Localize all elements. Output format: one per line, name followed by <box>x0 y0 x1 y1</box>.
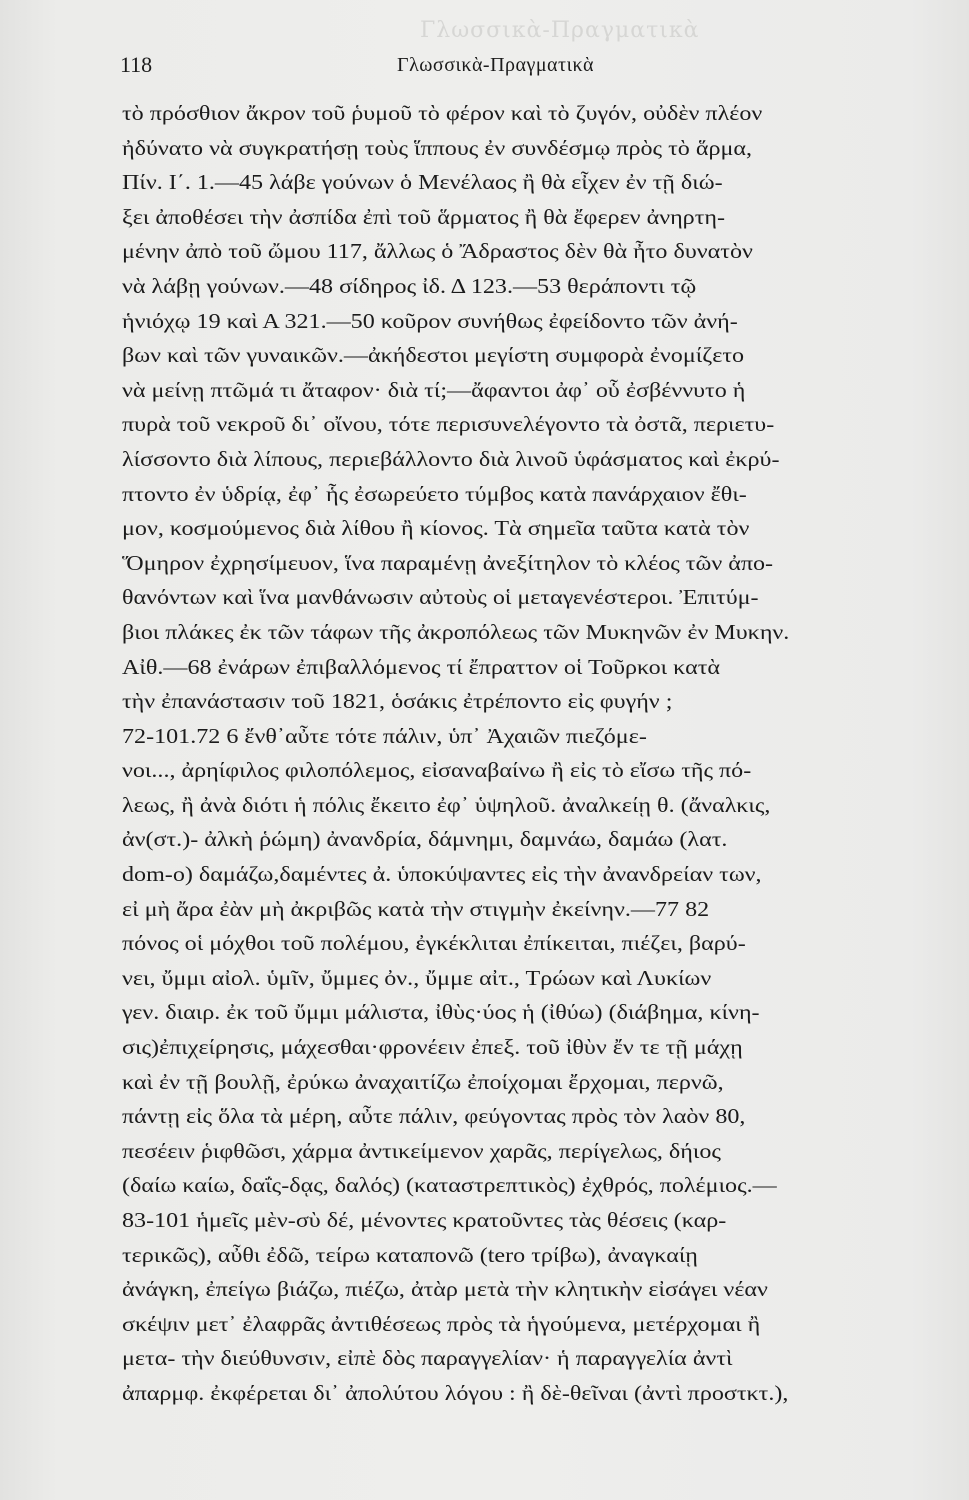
text-line <box>122 200 950 235</box>
text-line <box>122 857 950 892</box>
text-line <box>122 719 950 754</box>
text-line-content: ἀπαρμφ. ἐκφέρεται δι᾽ ἀπολύτου λόγου : ἢ δὲ-θεῖναι (ἀντὶ προστκτ.), <box>122 1380 789 1405</box>
text-line-content: τὴν ἐπανάστασιν τοῦ 1821, ὁσάκις ἐτρέποντο εἰς φυγήν ; <box>122 689 673 714</box>
text-line <box>122 1065 950 1100</box>
text-line-content: σις)ἐπιχείρησις, μάχεσθαι·φρονέειν ἐπεξ. τοῦ ἰθὺν ἔν τε τῇ μάχῃ <box>122 1035 743 1060</box>
text-line-content: λίσσοντο διὰ λίπους, περιεβάλλοντο διὰ λινοῦ ὑφάσματος καὶ ἐκρύ- <box>122 446 780 471</box>
text-line <box>122 650 950 685</box>
text-line-content: (δαίω καίω, δαΐς-δᾳς, δαλός) (καταστρεπτικὸς) ἐχθρός, πολέμιος.— <box>122 1173 777 1198</box>
text-line <box>122 1238 950 1273</box>
text-line <box>122 684 950 719</box>
text-line-content: τερικῶς), αὖθι ἐδῶ, τείρω καταπονῶ (tero τρίβω), ἀναγκαίῃ <box>122 1242 698 1267</box>
text-line <box>122 1376 950 1411</box>
text-line-content: Ὅμηρον ἐχρησίμευον, ἵνα παραμένῃ ἀνεξίτηλον τὸ κλέος τῶν ἀπο- <box>122 550 774 575</box>
text-line-content: μένην ἀπὸ τοῦ ὤμου 117, ἄλλως ὁ Ἄδραστος δὲν θὰ ἦτο δυνατὸν <box>122 239 753 264</box>
text-line-content: βιοι πλάκες ἐκ τῶν τάφων τῆς ἀκροπόλεως τῶν Μυκηνῶν ἐν Μυκην. <box>122 619 790 644</box>
text-line <box>122 1134 950 1169</box>
page-number: 118 <box>120 52 153 77</box>
text-line <box>122 1030 950 1065</box>
text-line <box>122 546 950 581</box>
text-line-content: Πίν. Ι΄. 1.—45 λάβε γούνων ὁ Μενέλαος ἢ θὰ εἶχεν ἐν τῇ διώ- <box>122 170 723 195</box>
text-line <box>122 961 950 996</box>
text-line <box>122 1341 950 1376</box>
text-line <box>122 995 950 1030</box>
text-line <box>122 304 950 339</box>
text-line-content: τὸ πρόσθιον ἄκρον τοῦ ῥυμοῦ τὸ φέρον καὶ τὸ ζυγόν, οὐδὲν πλέον <box>122 101 763 125</box>
bleed-through-text: Γλωσσικὰ-Πραγματικὰ <box>420 18 700 43</box>
text-line-content: πόνος οἱ μόχθοι τοῦ πολέμου, ἐγκέκλιται ἐπίκειται, πιέζει, βαρύ- <box>122 931 746 956</box>
text-line-content: 83-101 ἡμεῖς μὲν-σὺ δέ, μένοντες κρατοῦντες τὰς θέσεις (καρ- <box>122 1208 727 1232</box>
text-line <box>122 96 950 131</box>
text-line-content: πυρὰ τοῦ νεκροῦ δι᾽ οἴνου, τότε περισυνελέγοντο τὰ ὀστᾶ, περιετυ- <box>122 412 775 437</box>
text-line <box>122 373 950 408</box>
text-line-content: μετα- τὴν διεύθυνσιν, εἰπὲ δὸς παραγγελίαν· ἡ παραγγελία ἀντὶ <box>122 1346 733 1371</box>
text-line-content: γεν. διαιρ. ἐκ τοῦ ὔμμι μάλιστα, ἰθὺς·ύος ἡ (ἰθύω) (διάβημα, κίνη- <box>122 1000 760 1025</box>
text-line-content: ἡνιόχῳ 19 καὶ Α 321.—50 κοῦρον συνήθως ἐφείδοντο τῶν ἀνή- <box>122 308 738 333</box>
text-line-content: νοι..., ἀρηίφιλος φιλοπόλεμος, εἰσαναβαίνω ἢ εἰς τὸ εἴσω τῆς πό- <box>122 758 752 783</box>
text-line-content: πάντῃ εἰς ὅλα τὰ μέρη, αὖτε πάλιν, φεύγοντας πρὸς τὸν λαὸν 80, <box>122 1104 746 1129</box>
text-line <box>122 131 950 166</box>
text-line <box>122 338 950 373</box>
text-line <box>122 753 950 788</box>
text-line <box>122 615 950 650</box>
text-line <box>122 1272 950 1307</box>
text-line <box>122 892 950 927</box>
text-line-content: ἀνάγκη, ἐπείγω βιάζω, πιέζω, ἀτὰρ μετὰ τὴν κλητικὴν εἰσάγει νέαν <box>122 1277 768 1302</box>
text-line-content: σκέψιν μετ᾽ ἐλαφρᾶς ἀντιθέσεως πρὸς τὰ ἡγούμενα, μετέρχομαι ἢ <box>122 1311 761 1336</box>
text-line-content: μον, κοσμούμενος διὰ λίθου ἢ κίονος. Τὰ σημεῖα ταῦτα κατὰ τὸν <box>122 516 750 541</box>
text-line <box>122 407 950 442</box>
text-line <box>122 1099 950 1134</box>
text-line-content: νὰ λάβῃ γούνων.—48 σίδηρος ἰδ. Δ 123.—53 θεράποντι τῷ <box>122 273 697 298</box>
text-line <box>122 442 950 477</box>
text-line-content: καὶ ἐν τῇ βουλῇ, ἐρύκω ἀναχαιτίζω ἐποίχομαι ἔρχομαι, περνῶ, <box>122 1069 724 1094</box>
text-line <box>122 1203 950 1238</box>
text-line-content: λεως, ἢ ἀνὰ διότι ἡ πόλις ἔκειτο ἐφ᾽ ὑψηλοῦ. ἀναλκείῃ θ. (ἄναλκις, <box>122 792 771 817</box>
text-line <box>122 822 950 857</box>
text-line-content: εἰ μὴ ἄρα ἐὰν μὴ ἀκριβῶς κατὰ τὴν στιγμὴν ἐκείνην.—77 82 <box>122 896 710 921</box>
text-line <box>122 477 950 512</box>
text-line-content: ἀν(στ.)- ἀλκὴ ῥώμη) ἀνανδρία, δάμνημι, δαμνάω, δαμάω (λατ. <box>122 827 728 852</box>
text-line-content: νὰ μείνῃ πτῶμά τι ἄταφον· διὰ τί;—ἄφαντοι ἀφ᾽ οὗ ἐσβέννυτο ἡ <box>122 377 746 402</box>
text-line <box>122 788 950 823</box>
text-line <box>122 234 950 269</box>
text-line <box>122 926 950 961</box>
text-line <box>122 1168 950 1203</box>
text-line-content: Αἰθ.—68 ἐνάρων ἐπιβαλλόμενος τί ἔπραττον οἱ Τοῦρκοι κατὰ <box>122 654 720 679</box>
text-line <box>122 1307 950 1342</box>
text-line <box>122 269 950 304</box>
body-text <box>122 96 950 1411</box>
text-line-content: πτοντο ἐν ὑδρίᾳ, ἐφ᾽ ἧς ἐσωρεύετο τύμβος κατὰ πανάρχαιον ἔθι- <box>122 481 747 506</box>
text-line-content: ξει ἀποθέσει τὴν ἀσπίδα ἐπὶ τοῦ ἅρματος ἢ θὰ ἔφερεν ἀνηρτη- <box>122 204 725 229</box>
running-head: Γλωσσικὰ-Πραγματικὰ <box>397 54 594 76</box>
text-line <box>122 165 950 200</box>
text-line-content: θανόντων καὶ ἵνα μανθάνωσιν αὐτοὺς οἱ μεταγενέστεροι. Ἐπιτύμ- <box>122 585 759 610</box>
text-line-content: 72-101.72 6 ἔνθ᾽αὖτε τότε πάλιν, ὑπ᾽ Ἀχαιῶν πιεζόμε- <box>122 723 647 748</box>
text-line-content: dom-o) δαμάζω,δαμέντες ἀ. ὑποκύψαντες εἰς τὴν ἀνανδρείαν των, <box>122 862 762 887</box>
text-line <box>122 580 950 615</box>
text-line-content: ἠδύνατο νὰ συγκρατήσῃ τοὺς ἵππους ἐν συνδέσμῳ πρὸς τὸ ἅρμα, <box>122 135 753 160</box>
text-line-content: πεσέειν ῥιφθῶσι, χάρμα ἀντικείμενον χαρᾶς, περίγελως, δήιος <box>122 1138 721 1163</box>
text-line <box>122 511 950 546</box>
text-line-content: νει, ὔμμι αἰολ. ὑμῖν, ὔμμες ὀν., ὔμμε αἰτ., Τρώων καὶ Λυκίων <box>122 965 712 990</box>
text-line-content: βων καὶ τῶν γυναικῶν.—ἀκήδεστοι μεγίστη συμφορὰ ἐνομίζετο <box>122 343 745 368</box>
